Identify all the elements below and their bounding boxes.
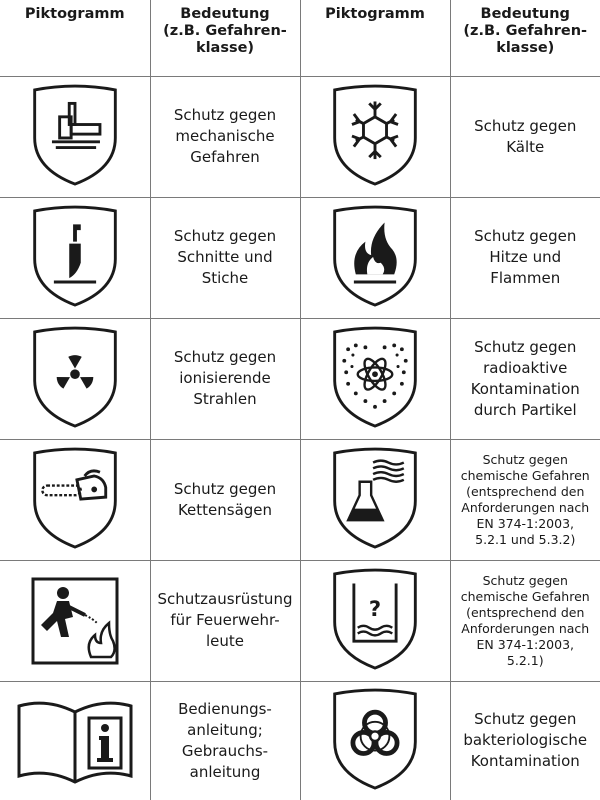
firefighter-icon [25,571,125,671]
pictogram-cell [0,439,150,560]
pictogram-cell [300,560,450,681]
pictogram-cell [0,318,150,439]
meaning-cell: Schutz gegen radioaktive Kontamination durch Partikel [450,318,600,439]
pictogram-cell [300,76,450,197]
pictogram-cell [0,681,150,800]
meaning-cell: Schutz gegen mechanische Gefahren [150,76,300,197]
table-row [0,560,600,681]
chemical-beaker-question-shield-icon [327,567,423,675]
meaning-cell: Schutz gegen ionisierende Strahlen [150,318,300,439]
biohazard-shield-icon [327,687,423,795]
header-meaning-right: Bedeutung (z.B. Gefahren- klasse) [450,0,600,76]
radioactive-particles-shield-icon [327,325,423,433]
pictogram-cell [300,197,450,318]
pictogram-cell [0,560,150,681]
meaning-cell: Schutz gegen Kälte [450,76,600,197]
table-row [0,681,600,800]
table-row [0,318,600,439]
header-meaning-left: Bedeutung (z.B. Gefahren- klasse) [150,0,300,76]
meaning-cell: Schutz gegen Hitze und Flammen [450,197,600,318]
meaning-cell: Schutz gegen chemische Gefahren (entsprechend den Anforderungen nach EN 374-1:2003, 5.2.1) [450,560,600,681]
meaning-cell: Schutz gegen Kettensägen [150,439,300,560]
table-row [0,439,600,560]
pictogram-cell [300,318,450,439]
pictogram-cell [300,439,450,560]
radiation-shield-icon [27,325,123,433]
meaning-cell: Schutz gegen Schnitte und Stiche [150,197,300,318]
header-pictogram-left: Piktogramm [0,0,150,76]
svg-text:?: ? [368,595,382,621]
cold-snowflake-shield-icon [327,83,423,191]
header-pictogram-right: Piktogramm [300,0,450,76]
table-row [0,76,600,197]
table-row [0,197,600,318]
header-row [0,0,600,76]
instruction-manual-book-icon [15,696,135,786]
pictogram-cell [0,197,150,318]
chainsaw-shield-icon [27,446,123,554]
meaning-cell: Schutz gegen bakteriologische Kontamination [450,681,600,800]
meaning-cell: Bedienungs- anleitung; Gebrauchs- anleitung [150,681,300,800]
pictogram-cell [300,681,450,800]
knife-cut-shield-icon [27,204,123,312]
pictogram-cell [0,76,150,197]
chemical-flask-shield-icon [327,446,423,554]
flame-shield-icon [327,204,423,312]
meaning-cell: Schutz gegen chemische Gefahren (entsprechend den Anforderungen nach EN 374-1:2003, 5.2.1 und 5.3.2) [450,439,600,560]
meaning-cell: Schutzausrüstung für Feuerwehr- leute [150,560,300,681]
mechanical-hazard-shield-icon [27,83,123,191]
